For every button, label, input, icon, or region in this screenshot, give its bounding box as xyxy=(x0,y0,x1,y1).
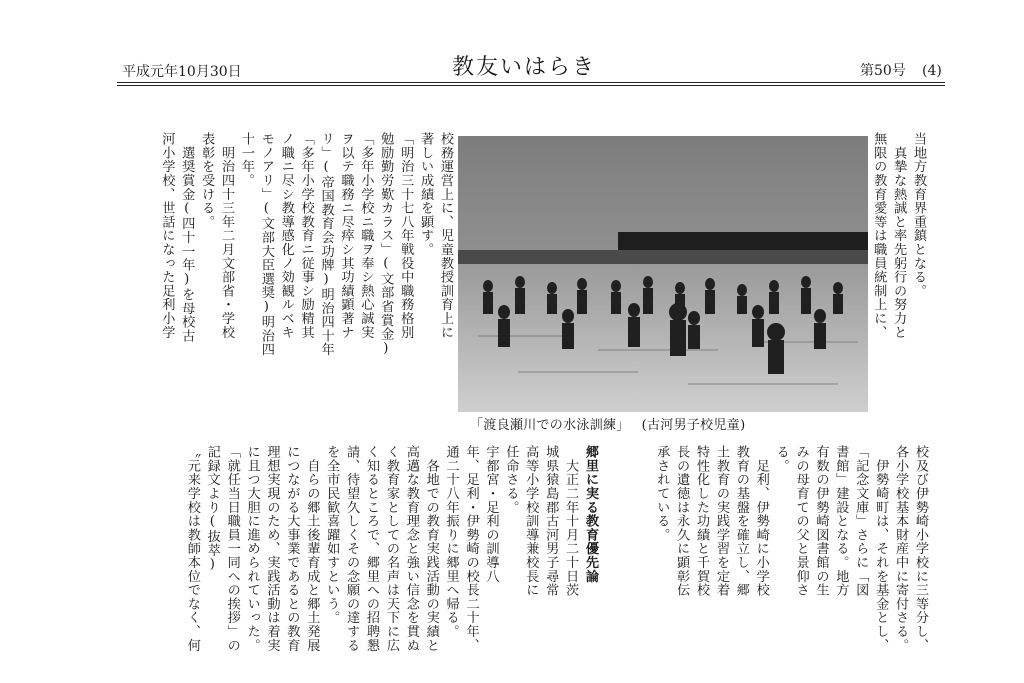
text-line: 勉励勤労歎カラス」(文部省賞金) xyxy=(378,132,394,357)
photo-caption xyxy=(470,418,860,434)
text-line: 通二十八年振りに郷里へ帰る。 xyxy=(443,445,459,639)
text-line: リ」(帝国教育会功牌)明治四十年 xyxy=(318,132,334,357)
text-line: モノアリ」(文部大臣選奨)明治四 xyxy=(258,132,274,357)
text-line: 書館」建設となる。地方 xyxy=(833,445,849,597)
text-line: 当地方教育界重鎮となる。 xyxy=(911,132,926,298)
text-line: 記録文より(抜萃) xyxy=(204,445,220,573)
text-line: 高等小学校訓導兼校長に xyxy=(523,445,539,597)
text-line: 各地での教育実践活動の実績と xyxy=(423,445,439,652)
text-line: 表彰を受ける。 xyxy=(199,132,215,229)
header-rule xyxy=(117,82,945,83)
text-line: 明治四十三年二月文部省・学校 xyxy=(219,132,235,339)
section-heading: 郷里に実る教育優先論 xyxy=(583,445,598,583)
text-line: みの母育ての父と景仰さ xyxy=(793,445,809,597)
text-line: 十一年。 xyxy=(238,132,254,188)
column-bottom-middle xyxy=(170,445,600,655)
text-line: 特性化した功績と千賀校 xyxy=(694,445,710,597)
text-line: く知るところで、郷里への招聘懇 xyxy=(364,445,380,652)
caption-title: 「渡良瀬川での水泳訓練」 xyxy=(470,418,630,433)
text-line: 校及び伊勢崎小学校に三等分し、 xyxy=(913,445,928,652)
text-line: 〝元来学校は教師本位でなく、何 xyxy=(184,445,200,652)
text-line: く教育家としての名声は天下に広 xyxy=(383,445,399,652)
text-line: 校務運営上に、児童教授訓育上に xyxy=(438,132,453,339)
swimming-training-photo xyxy=(458,136,868,412)
page-number: (4) xyxy=(922,63,942,79)
text-line: 河小学校、世話になった足利小学 xyxy=(159,132,175,339)
text-line: 年、足利・伊勢崎の校長二十年、 xyxy=(463,445,479,652)
issue-number: 第50号 xyxy=(860,63,906,79)
text-line: 足利、伊勢崎に小学校 xyxy=(753,445,769,597)
text-line: を全市民歓喜躍如すという。 xyxy=(324,445,340,625)
text-line: 宇都宮・足利の訓導八 xyxy=(483,445,499,583)
text-line: につながる大事業であるとの教育 xyxy=(284,445,300,652)
text-line: 有数の伊勢崎図書館の生 xyxy=(813,445,829,597)
text-line: 選奨賞金(四十一年)を母校古 xyxy=(179,132,195,343)
text-line: 各小学校基本財産中に寄付さる。 xyxy=(893,445,909,652)
text-line: 真摯な熱誠と率先躬行の努力と xyxy=(891,132,907,339)
text-line: 承されている。 xyxy=(654,445,670,542)
text-line: 「多年小学校ニ職ヲ奉シ熱心誠実 xyxy=(358,132,374,339)
text-line: 著しい成績を顕す。 xyxy=(418,132,434,257)
text-line: 「記念文庫」さらに「図 xyxy=(853,445,869,597)
text-line: 長の遺徳は永久に顕彰伝 xyxy=(674,445,690,597)
text-line: 伊勢崎町は、それを基金とし、 xyxy=(873,445,889,652)
column-bottom-right xyxy=(600,445,930,655)
text-line: 理想実現のため、実践活動は着実 xyxy=(264,445,280,652)
text-line: 大正二年十月二十日茨 xyxy=(563,445,579,597)
text-line: 無限の教育愛等は職員統制上に、 xyxy=(871,132,887,339)
text-line: 「多年小学校教育ニ従事シ励精其 xyxy=(298,132,314,339)
text-line: 任命さる。 xyxy=(503,445,519,514)
text-line: 城県猿島郡古河男子尋常 xyxy=(543,445,559,597)
newspaper-title: 教友いはらき xyxy=(452,55,597,80)
text-line: 「明治三十七八年戦役中職務格別 xyxy=(398,132,414,339)
caption-source: (古河男子校児童) xyxy=(641,418,746,433)
text-line: 「就任当日職員一同への挨拶」の xyxy=(224,445,240,652)
header-rule-thin xyxy=(117,85,945,86)
text-line: 教育の基盤を確立し、郷 xyxy=(733,445,749,597)
text-line: ノ職ニ尽シ教導感化ノ効観ルベキ xyxy=(278,132,294,339)
text-line: る。 xyxy=(773,445,789,473)
text-line: 請、待望久しくその念願の達する xyxy=(344,445,360,652)
text-line: 土教育の実践学習を定着 xyxy=(713,445,729,597)
text-line: 高邁な教育理念と強い信念を貫ぬ xyxy=(403,445,419,652)
text-line: 自らの郷土後輩育成と郷土発展 xyxy=(304,445,320,652)
text-line: ヲ以テ職務ニ尽瘁シ其功績顕著ナ xyxy=(338,132,354,339)
issue-date: 平成元年10月30日 xyxy=(122,64,242,80)
text-line: に且つ大胆に進められていった。 xyxy=(244,445,260,652)
